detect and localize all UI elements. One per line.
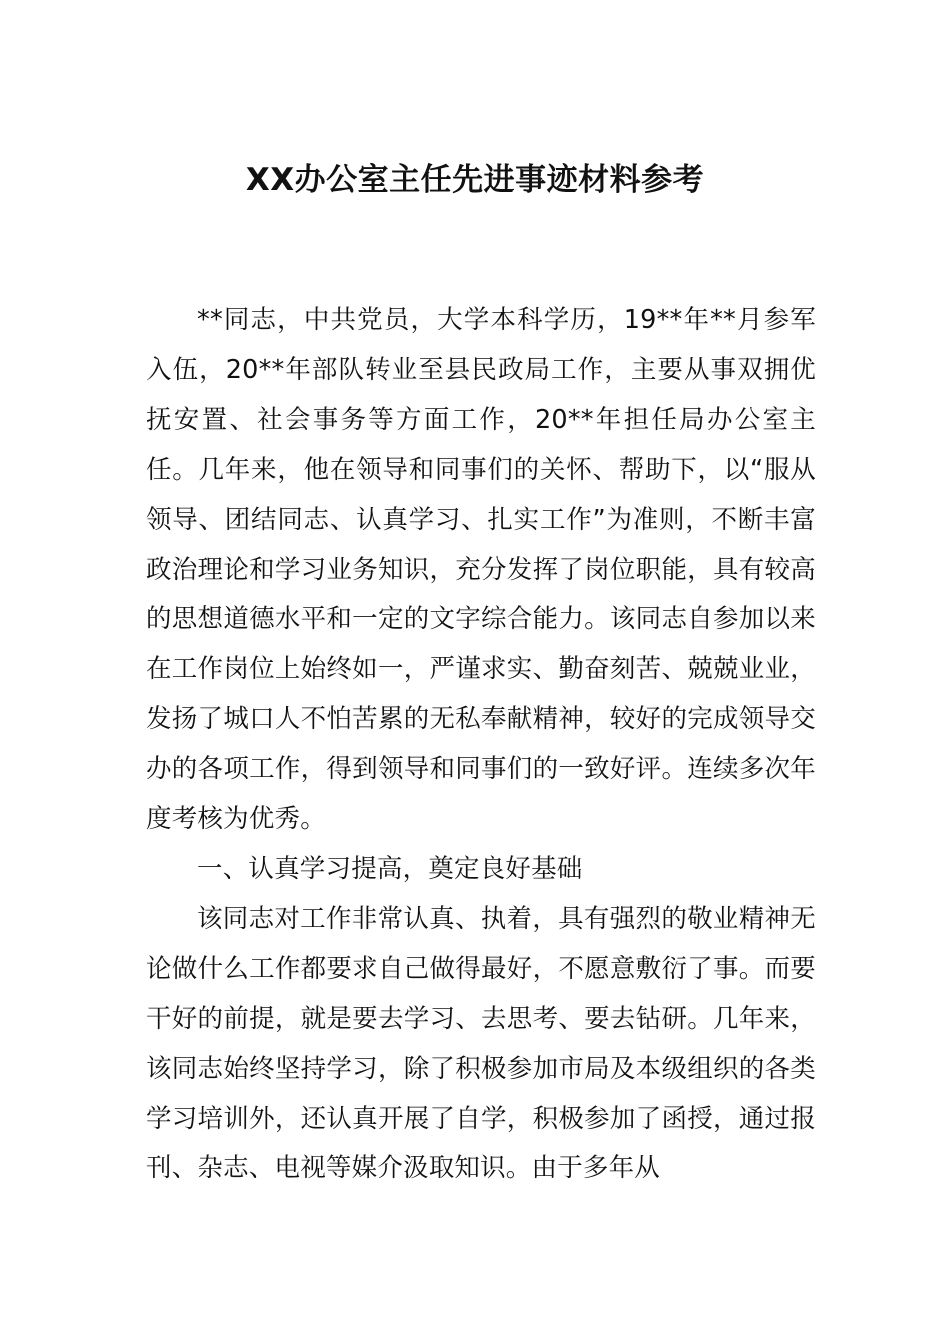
intro-paragraph: **同志，中共党员，大学本科学历，19**年**月参军入伍，20**年部队转业至县民政局工作，主要从事双拥优抚安置、社会事务等方面工作，20**年担任局办公室主任。几年来，他在领导和同事们的关怀、帮助下，以“服从领导、团结同志、认真学习、扎实工作”为准则，不断丰富政治理论和学习业务知识，充分发挥了岗位职能，具有较高的思想道德水平和一定的文字综合能力。该同志自参加以来在工作岗位上始终如一，严谨求实、勤奋刻苦、兢兢业业，发扬了城口人不怕苦累的无私奉献精神，较好的完成领导交办的各项工作，得到领导和同事们的一致好评。连续多次年度考核为优秀。 xyxy=(146,305,816,835)
section-heading: 一、认真学习提高，奠定良好基础 xyxy=(197,853,583,884)
document-body xyxy=(146,296,816,1194)
section-paragraph: 该同志对工作非常认真、执着，具有强烈的敬业精神无论做什么工作都要求自己做得最好，不愿意敷衍了事。而要干好的前提，就是要去学习、去思考、要去钻研。几年来，该同志始终坚持学习，除了积极参加市局及本级组织的各类学习培训外，还认真开展了自学，积极参加了函授，通过报刊、杂志、电视等媒介汲取知识。由于多年从 xyxy=(146,903,816,1184)
document-title: XX办公室主任先进事迹材料参考 xyxy=(245,162,705,198)
